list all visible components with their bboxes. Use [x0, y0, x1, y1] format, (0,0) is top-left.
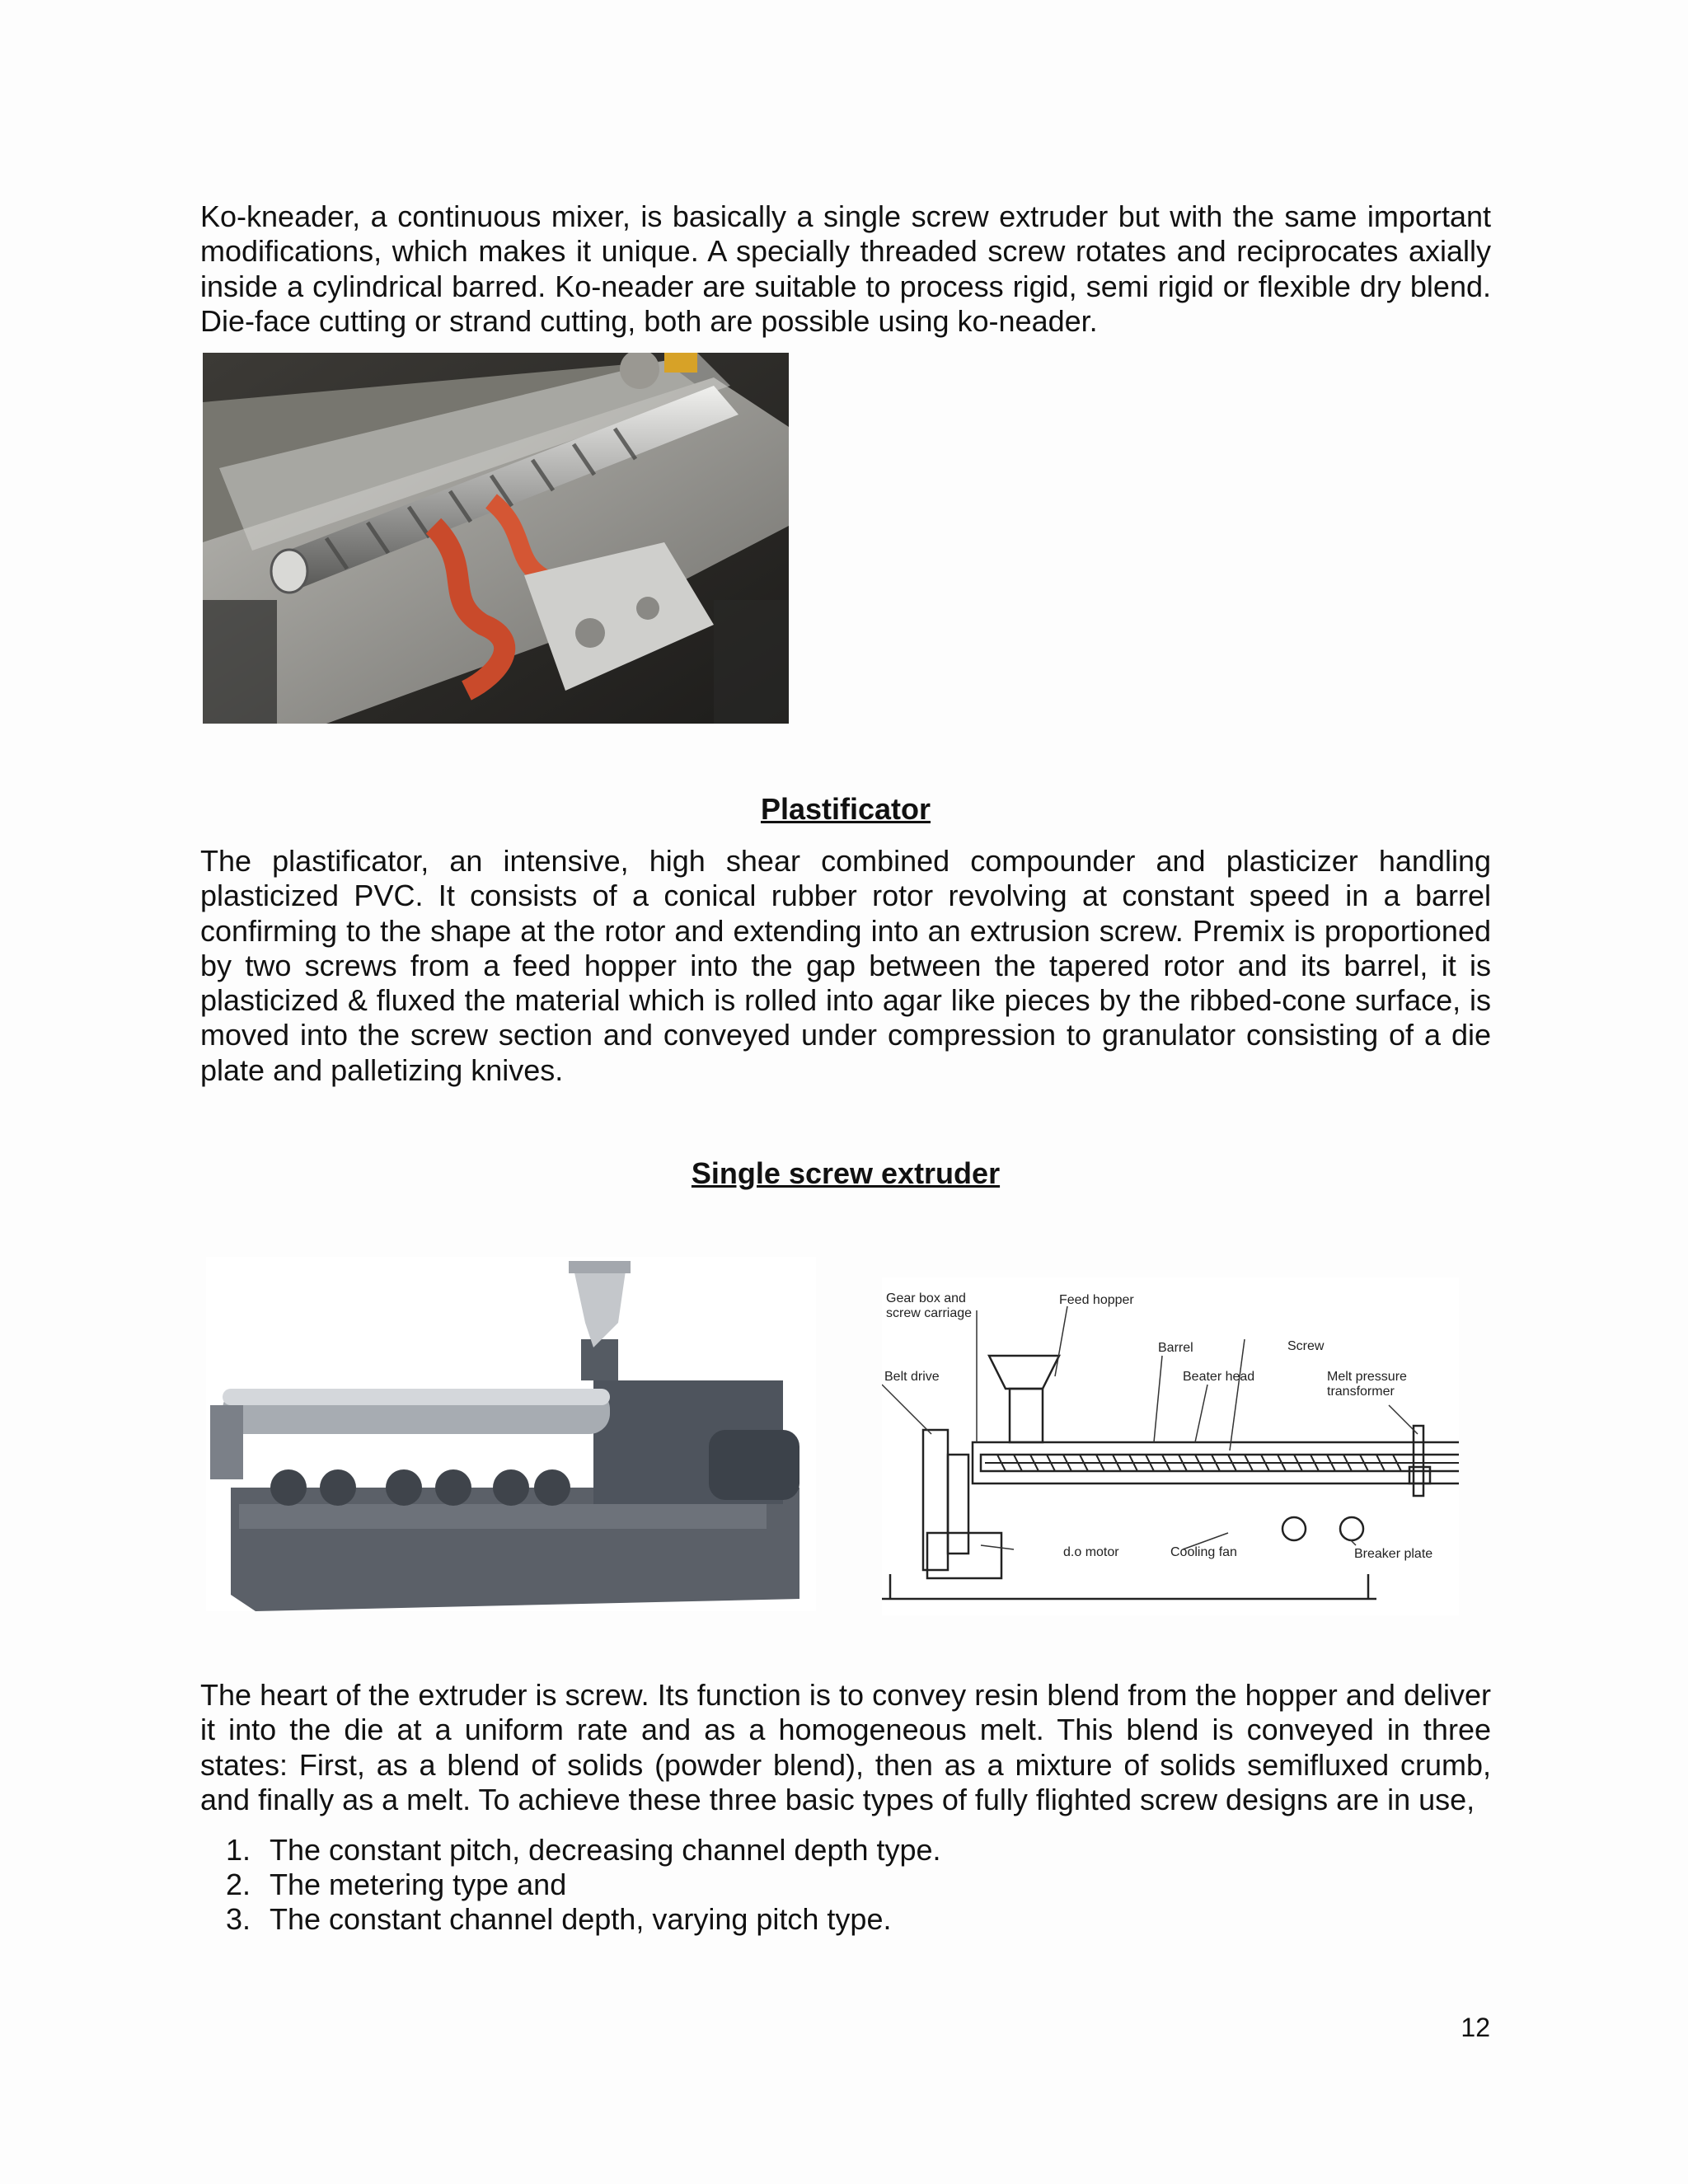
label-belt-drive: Belt drive — [884, 1370, 940, 1384]
paragraph-ko-kneader: Ko-kneader, a continuous mixer, is basically a single screw extruder but with the same important modifications, which makes it unique. A specially threaded screw rotates and reciprocates axially inside a cylindrical barred. Ko-neader are suitable to process rigid, semi rigid or flexible dry blend. Die-face cutting or strand cutting, both are possible using ko-neader. — [200, 199, 1491, 338]
heading-single-screw-extruder: Single screw extruder — [691, 1156, 1001, 1190]
label-barrel: Barrel — [1158, 1341, 1193, 1355]
list-item — [200, 1833, 941, 1868]
label-beater-head: Beater head — [1183, 1370, 1255, 1384]
list-text: The constant channel depth, varying pitch type. — [270, 1902, 892, 1936]
list-text: The metering type and — [270, 1868, 567, 1901]
single-screw-extruder-photo — [206, 1257, 816, 1611]
label-gear-box-line2: screw carriage — [886, 1306, 973, 1320]
list-text: The constant pitch, decreasing channel depth type. — [270, 1833, 941, 1867]
label-breaker-plate: Breaker plate — [1354, 1547, 1433, 1561]
paragraph-plastificator: The plastificator, an intensive, high shear combined compounder and plasticizer handling plasticized PVC. It consists of a conical rubber rotor revolving at constant speed in a barrel confirming to the shape at the rotor and extending into an extrusion screw. Premix is proportioned by two screws from a feed hopper into the gap between the tapered rotor and its barrel, it is plasticized & fluxed the material which is rolled into agar like pieces by the ribbed-cone surface, is moved into the screw section and conveyed under compression to granulator consisting of a die plate and palletizing knives. — [200, 844, 1491, 1087]
label-melt-pressure-line1: Melt pressure — [1327, 1370, 1407, 1384]
heading-plastificator: Plastificator — [760, 792, 931, 826]
list-item — [200, 1902, 941, 1937]
single-screw-extruder-diagram — [882, 1277, 1459, 1615]
label-melt-pressure-line2: transformer — [1327, 1385, 1395, 1399]
list-number: 3. — [225, 1902, 251, 1936]
label-motor: d.o motor — [1063, 1545, 1119, 1559]
list-number: 1. — [225, 1833, 251, 1867]
label-cooling-fan: Cooling fan — [1170, 1545, 1237, 1559]
list-number: 2. — [225, 1868, 251, 1901]
label-screw: Screw — [1287, 1339, 1325, 1353]
paragraph-screw: The heart of the extruder is screw. Its function is to convey resin blend from the hopper and deliver it into the die at a uniform rate and as a homogeneous melt. This blend is conveyed in three states: First, as a blend of solids (powder blend), then as a mixture of solids semifluxed crumb, and finally as a melt. To achieve these three basic types of fully flighted screw designs are in use, — [200, 1678, 1491, 1816]
label-gear-box-line1: Gear box and — [886, 1291, 966, 1305]
ko-kneader-photo — [203, 353, 789, 724]
page-number: 12 — [1461, 2013, 1490, 2042]
list-item — [200, 1868, 941, 1902]
label-feed-hopper: Feed hopper — [1059, 1293, 1134, 1307]
screw-types-list — [200, 1833, 941, 1937]
